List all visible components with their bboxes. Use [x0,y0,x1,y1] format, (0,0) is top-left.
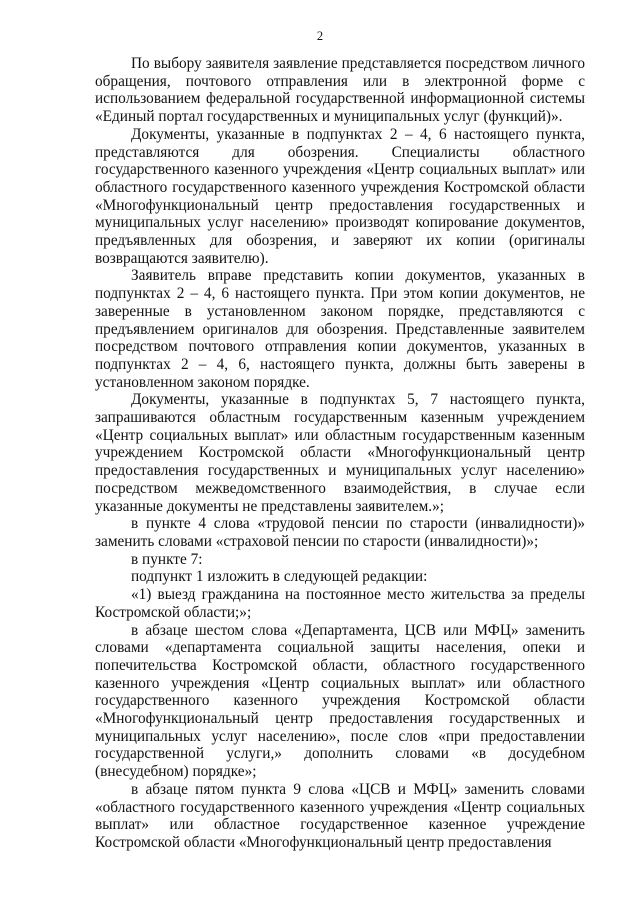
paragraph-item-9-amendment: в абзаце пятом пункта 9 слова «ЦСВ и МФЦ» заменить словами «областного государственного казенного учреждения «Центр социальных выплат» или областное государственное казенное учреждение Костромской области «Многофункциональный центр предоставления [95,780,585,851]
paragraph-subitem-1-text: «1) выезд гражданина на постоянное место жительства за пределы Костромской области;»; [95,586,585,621]
paragraph-documents-for-review: Документы, указанные в подпунктах 2 – 4, 6 настоящего пункта, представляются для обозрения. Специалисты областного государственного казенного учреждения «Центр социальных выплат» или областного государственного казенного учреждения Костромской области «Многофункциональный центр предоставления государственных и муниципальных услуг населению» производят копирование документов, предъявленных для обозрения, и заверяют их копии (оригиналы возвращаются заявителю). [95,125,585,267]
paragraph-sixth-paragraph-amendment: в абзаце шестом слова «Департамента, ЦСВ или МФЦ» заменить словами «департамента социальной защиты населения, опеки и попечительства Костромской области, областного государственного казенного учреждения «Центр социальных выплат» или областного государственного казенного учреждения Костромской области «Многофункциональный центр предоставления государственных и муниципальных услуг населению», после слов «при предоставлении государственной услуги,» дополнить словами «в досудебном (внесудебном) порядке»; [95,621,585,781]
paragraph-subitem-1-heading: подпункт 1 изложить в следующей редакции: [131,568,428,586]
document-body [95,55,585,852]
paragraph-document-copies: Заявитель вправе представить копии документов, указанных в подпунктах 2 – 4, 6 настоящего пункта. При этом копии документов, не заверенные в установленном законом порядке, представляются с предъявлением оригиналов для обозрения. Представленные заявителем посредством почтового отправления копии документов, указанных в подпунктах 2 – 4, 6, настоящего пункта, должны быть заверены в установленном законом порядке. [95,267,585,391]
paragraph-item-7-heading: в пункте 7: [131,550,203,568]
paragraph-submission-methods: По выбору заявителя заявление представляется посредством личного обращения, почтового отправления или в электронной форме с использованием федеральной государственной информационной системы «Единый портал государственных и муниципальных услуг (функций)». [95,55,585,126]
paragraph-interagency-requests: Документы, указанные в подпунктах 5, 7 настоящего пункта, запрашиваются областным государственным казенным учреждением «Центр социальных выплат» или областным государственным казенным учреждением Костромской области «Многофункциональный центр предоставления государственных и муниципальных услуг населению» посредством межведомственного взаимодействия, в случае если указанные документы не представлены заявителем.»; [95,391,585,515]
page-number: 2 [316,29,324,43]
paragraph-item-4-amendment: в пункте 4 слова «трудовой пенсии по старости (инвалидности)» заменить словами «страховой пенсии по старости (инвалидности)»; [95,515,585,550]
